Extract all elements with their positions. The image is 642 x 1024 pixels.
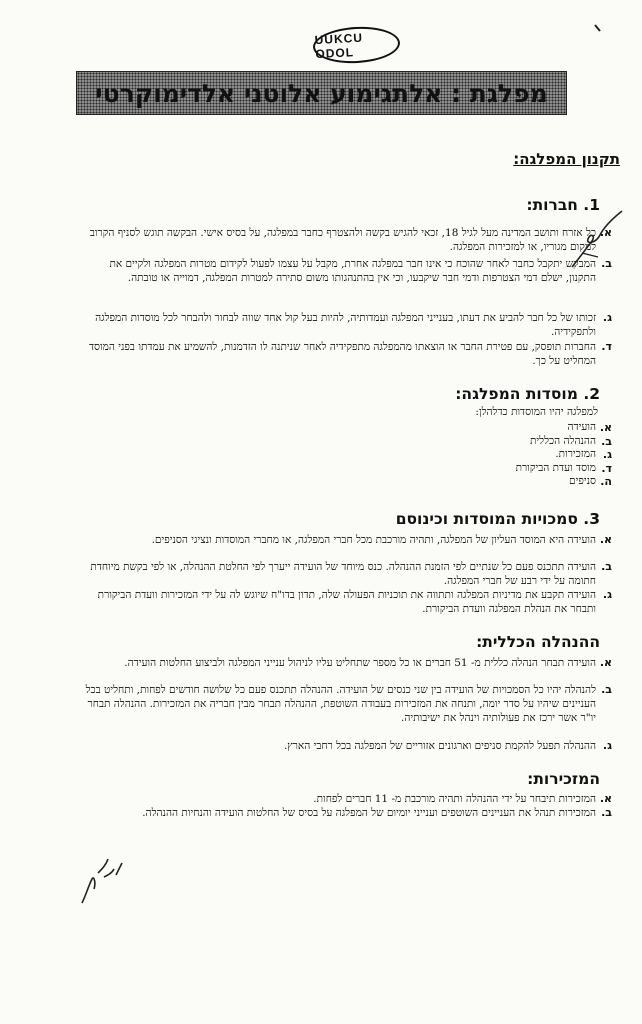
paragraph-text: המבקש יתקבל כחבר לאחר שהוכח כי אינו חבר במפלגה אחרת, מקבל על עצמו לפעול לקידום מטרות המפלגה ולקיים את התקנון, ישלם דמי הצטרפות ודמי חבר שיקבעו, וכי אין בהתנהגותו משום סתירה למטרות המפלגה, דמוייה או טובתה. — [109, 258, 596, 284]
paragraph — [80, 588, 612, 616]
paragraph-text: זכותו של כל חבר להביע את דעתו, בענייני המפלגה ועמדותיה, להיות בעל קול אחד שווה לבחור ולהבחר לכל מוסדות המפלגה ולתפקידיה. — [95, 312, 596, 338]
paragraph-text: כל אזרח ותושב המדינה מעל לגיל 18, זכאי להגיש בקשה ולהצטרף כחבר במפלגה, על בסיס אישי. הבקשה תוגש לסניף הקרוב למקום מגוריו, או למזכירות המפלגה. — [89, 227, 596, 253]
list-item-text: ההנהלה הכללית — [530, 434, 596, 447]
item-marker: א. — [599, 421, 612, 434]
corner-mark-icon — [592, 22, 604, 34]
paragraph-text: להנהלה יהיו כל הסמכויות של הועידה בין שני כנסים של הועידה. ההנהלה תתכנס פעם כל שלושה חודשים לפחות, ותחליט בכל העניינים שיהיו על סדר יומה, ותנחה את המזכירות בעבודה השוטפת, ההנהלה תבחר מבין חבריה את המזכירות. ההנהלה תבחר יו"ר אשר ירכז את פעולותיה וינהל את ישיבותיה. — [85, 684, 596, 724]
stamp: UUKCU ODOL — [312, 25, 401, 66]
item-marker: ג. — [602, 311, 612, 324]
paragraph — [80, 739, 612, 753]
section-intro: למפלגה יהיו המוסדות כדלהלן: — [475, 406, 598, 418]
section-heading-general-management: ההנהלה הכללית: — [476, 633, 600, 651]
section-heading-secretariat: המזכירות: — [527, 770, 600, 788]
section-heading-membership: 1. חברות: — [526, 196, 600, 214]
paragraph — [80, 226, 612, 254]
list-item-text: הועידה — [567, 421, 596, 433]
paragraph-text: החברות תופסק, עם פטירת החבר או הוצאתו מהמפלגה מתפקידיה לאחר שניתנה לו הזדמנות, להשמיע את עמדתו בפני המוסד המחליט על כך. — [88, 341, 596, 367]
item-marker: ב. — [601, 806, 612, 819]
item-marker: ב. — [601, 257, 612, 270]
section-heading-powers: 3. סמכויות המוסדות וכינוסם — [395, 510, 600, 528]
paragraph — [80, 340, 612, 368]
item-marker: ב. — [601, 683, 612, 696]
paragraph — [80, 656, 612, 670]
list-item — [296, 475, 612, 489]
list-item-text: סניפים — [569, 475, 596, 487]
paragraph-text: ההנהלה תפעל להקמת סניפים וארגונים אזוריים של המפלגה בכל רחבי הארץ. — [283, 740, 596, 752]
list-item-text: המזכירות. — [555, 448, 596, 460]
list-item — [296, 434, 612, 449]
list-item — [296, 448, 612, 462]
item-marker: ד. — [601, 340, 612, 353]
paragraph-text: הועידה תבחר הנהלה כללית מ- 51 חברים או כל מספר שתחליט עליו לניהול ענייני המפלגה ולביצוע החלטות הועידה. — [124, 657, 596, 669]
list-item-text: מוסד ועדת הביקורת — [515, 461, 596, 474]
item-marker: ג. — [602, 448, 612, 461]
paragraph — [80, 533, 612, 547]
item-marker: א. — [599, 792, 612, 805]
paragraph — [80, 560, 612, 588]
paragraph-text: המזכירות תנהל את העניינים השוטפים וענייני יומיום של המפלגה על בסיס של החלטות הועידה והנחיות ההנהלה. — [142, 807, 596, 819]
item-marker: א. — [599, 533, 612, 546]
item-marker: א. — [599, 226, 612, 239]
paragraph-text: הועידה תתכנס פעם כל שנתיים לפי הזמנת ההנהלה. כנס מיוחד של הועידה ייערך לפי החלטת ההנהלה, או לפי בקשת מיוחדת חתומה על ידי רבע של חברי המפלגה. — [90, 561, 596, 587]
handwritten-initials-icon — [78, 855, 128, 907]
document-title: תקנון המפלגה: — [513, 150, 620, 168]
item-marker: ג. — [602, 588, 612, 601]
list-item — [296, 461, 612, 476]
paragraph — [80, 806, 612, 820]
item-marker: ג. — [602, 739, 612, 752]
paragraph-text: הועידה תקבע את מדיניות המפלגה ותתווה את תוכניות הפעולה שלה, תדון בדו"ח שיוגש לה על ידי המזכירות וועדת הביקורת ותבחר את הנהלת המפלגה וועדת הביקורת. — [97, 589, 596, 615]
item-marker: ב. — [601, 560, 612, 573]
paragraph — [80, 311, 612, 339]
paragraph — [80, 792, 612, 806]
paragraph — [80, 257, 612, 285]
list-item — [296, 421, 612, 435]
item-marker: א. — [599, 656, 612, 669]
section-heading-institutions: 2. מוסדות המפלגה: — [455, 385, 600, 403]
institutions-list — [296, 421, 612, 489]
item-marker: ב. — [601, 434, 612, 448]
paragraph-text: המזכירות תיבחר על ידי ההנהלה ותהיה מורכבת מ- 11 חברים לפחות. — [313, 793, 596, 805]
item-marker: ד. — [601, 461, 612, 475]
paragraph — [80, 683, 612, 725]
party-name-banner: מפלגת : אלתגימוע אלוטני אלדימוקרטי — [76, 71, 567, 115]
item-marker: ה. — [600, 475, 612, 488]
margin-signature-icon — [568, 205, 628, 275]
paragraph-text: הועידה היא המוסד העליון של המפלגה, ותהיה מורכבת מכל חברי המפלגה, או מחברי המוסדות ונציגי הסניפים. — [151, 534, 596, 546]
